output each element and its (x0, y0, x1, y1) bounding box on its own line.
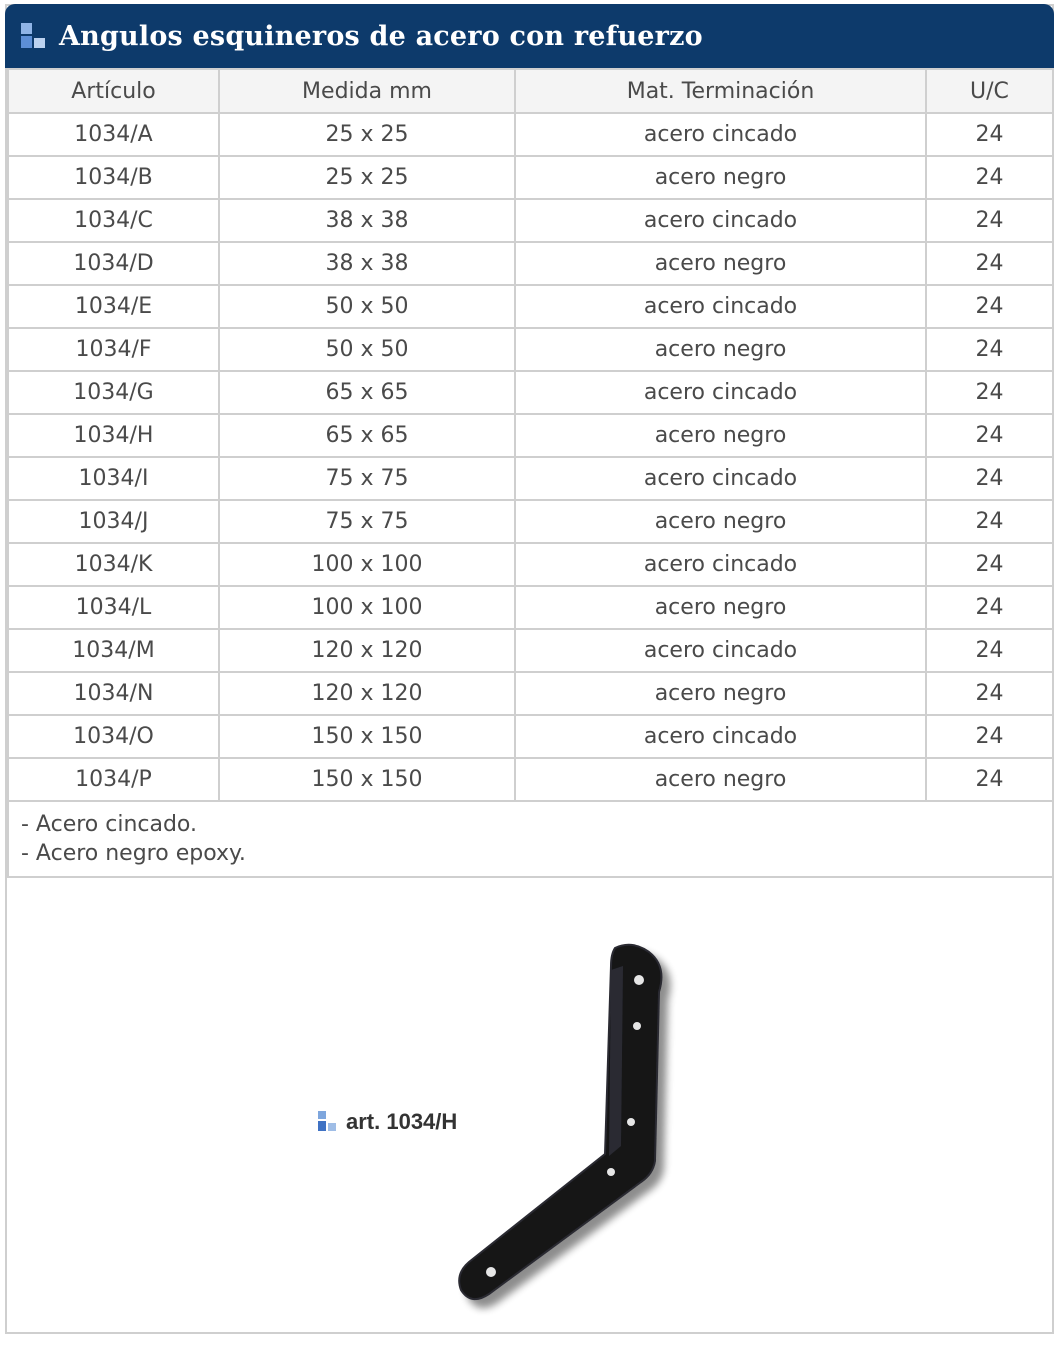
cell-medida: 25 x 25 (219, 113, 515, 156)
table-row (8, 242, 1053, 285)
table-row (8, 457, 1053, 500)
table-row (8, 586, 1053, 629)
notes-row (8, 801, 1053, 877)
cell-uc: 24 (926, 457, 1053, 500)
cell-medida: 120 x 120 (219, 672, 515, 715)
cell-material: acero cincado (515, 543, 926, 586)
header-material: Mat. Terminación (515, 69, 926, 113)
table-row (8, 543, 1053, 586)
cell-medida: 100 x 100 (219, 543, 515, 586)
cell-articulo: 1034/L (8, 586, 219, 629)
cell-articulo: 1034/H (8, 414, 219, 457)
cell-medida: 75 x 75 (219, 457, 515, 500)
cell-medida: 65 x 65 (219, 414, 515, 457)
table-row (8, 371, 1053, 414)
cell-medida: 38 x 38 (219, 199, 515, 242)
cell-articulo: 1034/B (8, 156, 219, 199)
cell-material: acero negro (515, 586, 926, 629)
table-row (8, 156, 1053, 199)
cell-articulo: 1034/J (8, 500, 219, 543)
table-row (8, 328, 1053, 371)
cell-material: acero cincado (515, 715, 926, 758)
squares-icon (318, 1111, 340, 1133)
cell-uc: 24 (926, 672, 1053, 715)
table-row (8, 199, 1053, 242)
cell-material: acero cincado (515, 285, 926, 328)
table-row (8, 285, 1053, 328)
cell-material: acero negro (515, 414, 926, 457)
cell-uc: 24 (926, 113, 1053, 156)
cell-uc: 24 (926, 715, 1053, 758)
cell-articulo: 1034/O (8, 715, 219, 758)
cell-material: acero negro (515, 758, 926, 801)
cell-material: acero negro (515, 156, 926, 199)
product-table (7, 68, 1054, 878)
angle-bracket-image (427, 926, 727, 1326)
header-articulo: Artículo (8, 69, 219, 113)
cell-uc: 24 (926, 500, 1053, 543)
cell-material: acero negro (515, 328, 926, 371)
cell-uc: 24 (926, 758, 1053, 801)
cell-material: acero cincado (515, 457, 926, 500)
cell-material: acero cincado (515, 629, 926, 672)
cell-uc: 24 (926, 242, 1053, 285)
cell-articulo: 1034/K (8, 543, 219, 586)
cell-medida: 75 x 75 (219, 500, 515, 543)
table-row (8, 758, 1053, 801)
cell-medida: 65 x 65 (219, 371, 515, 414)
cell-material: acero negro (515, 500, 926, 543)
note-line: - Acero negro epoxy. (21, 841, 246, 866)
cell-medida: 120 x 120 (219, 629, 515, 672)
cell-medida: 100 x 100 (219, 586, 515, 629)
table-row (8, 113, 1053, 156)
cell-uc: 24 (926, 586, 1053, 629)
cell-uc: 24 (926, 328, 1053, 371)
cell-material: acero cincado (515, 113, 926, 156)
table-header-row (8, 69, 1053, 113)
cell-medida: 150 x 150 (219, 758, 515, 801)
notes-cell (8, 801, 1053, 877)
table-row (8, 715, 1053, 758)
article-label-text: art. 1034/H (346, 1109, 458, 1134)
cell-articulo: 1034/E (8, 285, 219, 328)
cell-uc: 24 (926, 371, 1053, 414)
table-row (8, 414, 1053, 457)
cell-articulo: 1034/M (8, 629, 219, 672)
product-panel (5, 4, 1054, 1334)
cell-articulo: 1034/I (8, 457, 219, 500)
cell-material: acero negro (515, 242, 926, 285)
cell-medida: 50 x 50 (219, 285, 515, 328)
cell-uc: 24 (926, 629, 1053, 672)
cell-uc: 24 (926, 199, 1053, 242)
cell-uc: 24 (926, 285, 1053, 328)
cell-material: acero negro (515, 672, 926, 715)
cell-articulo: 1034/A (8, 113, 219, 156)
cell-medida: 25 x 25 (219, 156, 515, 199)
cell-articulo: 1034/G (8, 371, 219, 414)
cell-medida: 38 x 38 (219, 242, 515, 285)
title-bar (5, 4, 1054, 68)
cell-uc: 24 (926, 156, 1053, 199)
cell-material: acero cincado (515, 199, 926, 242)
cell-articulo: 1034/N (8, 672, 219, 715)
table-row (8, 500, 1053, 543)
page-title: Angulos esquineros de acero con refuerzo (59, 20, 703, 52)
cell-uc: 24 (926, 543, 1053, 586)
note-line: - Acero cincado. (21, 812, 197, 837)
cell-medida: 50 x 50 (219, 328, 515, 371)
header-medida: Medida mm (219, 69, 515, 113)
cell-articulo: 1034/D (8, 242, 219, 285)
header-uc: U/C (926, 69, 1053, 113)
cell-medida: 150 x 150 (219, 715, 515, 758)
product-image-area (7, 906, 1052, 1332)
table-row (8, 672, 1053, 715)
cell-material: acero cincado (515, 371, 926, 414)
cell-articulo: 1034/C (8, 199, 219, 242)
table-row (8, 629, 1053, 672)
cell-uc: 24 (926, 414, 1053, 457)
cell-articulo: 1034/P (8, 758, 219, 801)
squares-icon (21, 23, 47, 49)
cell-articulo: 1034/F (8, 328, 219, 371)
